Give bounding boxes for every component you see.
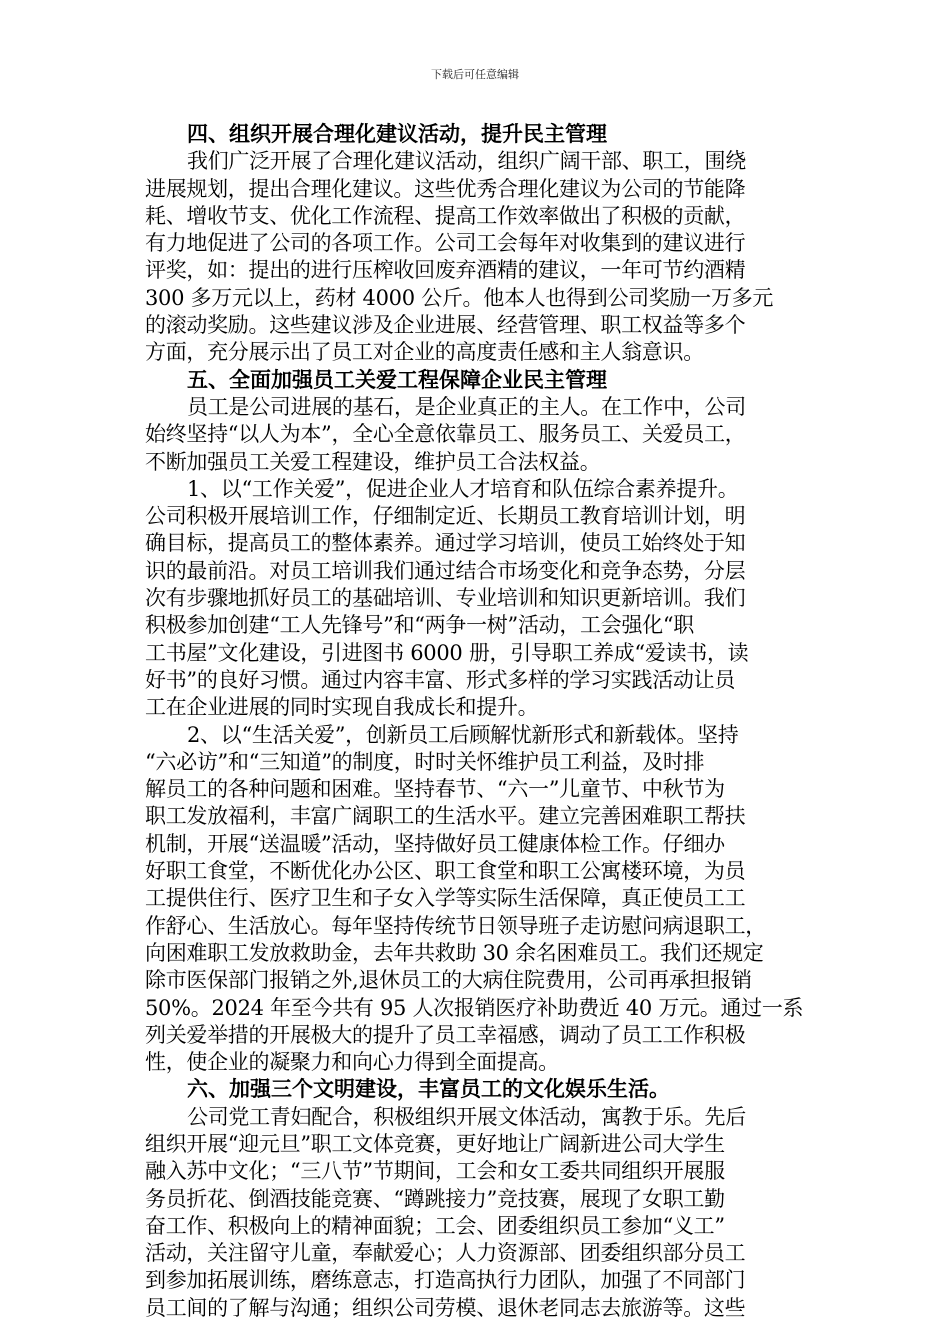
text-line: 解员工的各种问题和困难。坚持春节、“六一”儿童节、中秋节为 bbox=[145, 777, 725, 802]
text-line: 识的最前沿。对员工培训我们通过结合市场变化和竞争态势，分层 bbox=[145, 558, 746, 583]
text-line: 有力地促进了公司的各项工作。公司工会每年对收集到的建议进行 bbox=[145, 231, 746, 256]
text-line: 的滚动奖励。这些建议涉及企业进展、经营管理、职工权益等多个 bbox=[145, 313, 746, 338]
text-line: 组织开展“迎元旦”职工文体竞赛，更好地让广阔新进公司大学生 bbox=[145, 1131, 725, 1156]
paragraph bbox=[145, 476, 807, 722]
paragraph bbox=[145, 148, 807, 366]
text-line: “六必访”和“三知道”的制度，时时关怀维护员工利益，及时排 bbox=[145, 749, 705, 774]
text-line: 300 多万元以上，药材 4000 公斤。他本人也得到公司奖励一万多元 bbox=[145, 285, 774, 310]
section-heading-6: 六、加强三个文明建设，丰富员工的文化娱乐生活。 bbox=[187, 1077, 670, 1102]
text-line: 工书屋”文化建设，引进图书 6000 册，引导职工养成“爱读书，读 bbox=[145, 640, 749, 665]
paragraph bbox=[145, 394, 807, 476]
text-line: 确目标，提高员工的整体素养。通过学习培训，使员工始终处于知 bbox=[145, 531, 746, 556]
text-line: 次有步骤地抓好员工的基础培训、专业培训和知识更新培训。我们 bbox=[145, 586, 746, 611]
text-line: 不断加强员工关爱工程建设，维护员工合法权益。 bbox=[145, 449, 601, 474]
text-line: 工在企业进展的同时实现自我成长和提升。 bbox=[145, 695, 539, 720]
text-line: 50%。2024 年至今共有 95 人次报销医疗补助费近 40 万元。通过一系 bbox=[145, 995, 804, 1020]
section-heading-4: 四、组织开展合理化建议活动，提升民主管理 bbox=[187, 122, 607, 146]
text-line: 2、以“生活关爱”，创新员工后顾解忧新形式和新载体。坚持 bbox=[187, 722, 739, 747]
text-line: 我们广泛开展了合理化建议活动，组织广阔干部、职工，围绕 bbox=[187, 149, 746, 174]
text-line: 列关爱举措的开展极大的提升了员工幸福感，调动了员工工作积极 bbox=[145, 1022, 746, 1047]
text-line: 务员折花、倒酒技能竞赛、“蹲跳接力”竞技赛，展现了女职工勤 bbox=[145, 1186, 725, 1211]
text-line: 公司积极开展培训工作，仔细制定近、长期员工教育培训计划，明 bbox=[145, 504, 746, 529]
text-line: 到参加拓展训练，磨练意志，打造高执行力团队，加强了不同部门 bbox=[145, 1268, 746, 1293]
text-line: 作舒心、生活放心。每年坚持传统节日领导班子走访慰问病退职工， bbox=[145, 913, 766, 938]
text-line: 工提供住行、医疗卫生和子女入学等实际生活保障，真正使员工工 bbox=[145, 886, 746, 911]
text-line: 评奖，如：提出的进行压榨收回废弃酒精的建议，一年可节约酒精 bbox=[145, 258, 746, 283]
text-line: 机制，开展“送温暖”活动，坚持做好员工健康体检工作。仔细办 bbox=[145, 831, 725, 856]
paragraph bbox=[145, 1104, 807, 1322]
paragraph bbox=[145, 722, 807, 1077]
text-line: 员工间的了解与沟通；组织公司劳模、退休老同志去旅游等。这些 bbox=[145, 1295, 746, 1320]
document-body bbox=[145, 121, 807, 1322]
text-line: 除市医保部门报销之外,退休员工的大病住院费用，公司再承担报销 bbox=[145, 968, 752, 993]
text-line: 好书”的良好习惯。通过内容丰富、形式多样的学习实践活动让员 bbox=[145, 667, 736, 692]
text-line: 进展规划，提出合理化建议。这些优秀合理化建议为公司的节能降 bbox=[145, 176, 746, 201]
text-line: 积极参加创建“工人先锋号”和“两争一树”活动，工会强化“职 bbox=[145, 613, 694, 638]
text-line: 职工发放福利，丰富广阔职工的生活水平。建立完善困难职工帮扶 bbox=[145, 804, 746, 829]
text-line: 公司党工青妇配合，积极组织开展文体活动，寓教于乐。先后 bbox=[187, 1104, 746, 1129]
text-line: 向困难职工发放救助金，去年共救助 30 余名困难员工。我们还规定 bbox=[145, 940, 764, 965]
text-line: 活动，关注留守儿童，奉献爱心；人力资源部、团委组织部分员工 bbox=[145, 1241, 746, 1266]
text-line: 1、以“工作关爱”，促进企业人才培育和队伍综合素养提升。 bbox=[187, 476, 739, 501]
section-heading-5: 五、全面加强员工关爱工程保障企业民主管理 bbox=[187, 367, 607, 392]
text-line: 方面，充分展示出了员工对企业的高度责任感和主人翁意识。 bbox=[145, 340, 704, 365]
text-line: 始终坚持“以人为本”，全心全意依靠员工、服务员工、关爱员工， bbox=[145, 422, 746, 447]
text-line: 融入苏中文化；“三八节”节期间，工会和女工委共同组织开展服 bbox=[145, 1159, 725, 1184]
text-line: 奋工作、积极向上的精神面貌；工会、团委组织员工参加“义工” bbox=[145, 1213, 725, 1238]
text-line: 性，使企业的凝聚力和向心力得到全面提高。 bbox=[145, 1050, 559, 1075]
page-header-note: 下载后可任意编辑 bbox=[431, 68, 519, 81]
text-line: 好职工食堂，不断优化办公区、职工食堂和职工公寓楼环境，为员 bbox=[145, 859, 746, 884]
text-line: 员工是公司进展的基石，是企业真正的主人。在工作中，公司 bbox=[187, 394, 746, 419]
text-line: 耗、增收节支、优化工作流程、提高工作效率做出了积极的贡献， bbox=[145, 203, 746, 228]
